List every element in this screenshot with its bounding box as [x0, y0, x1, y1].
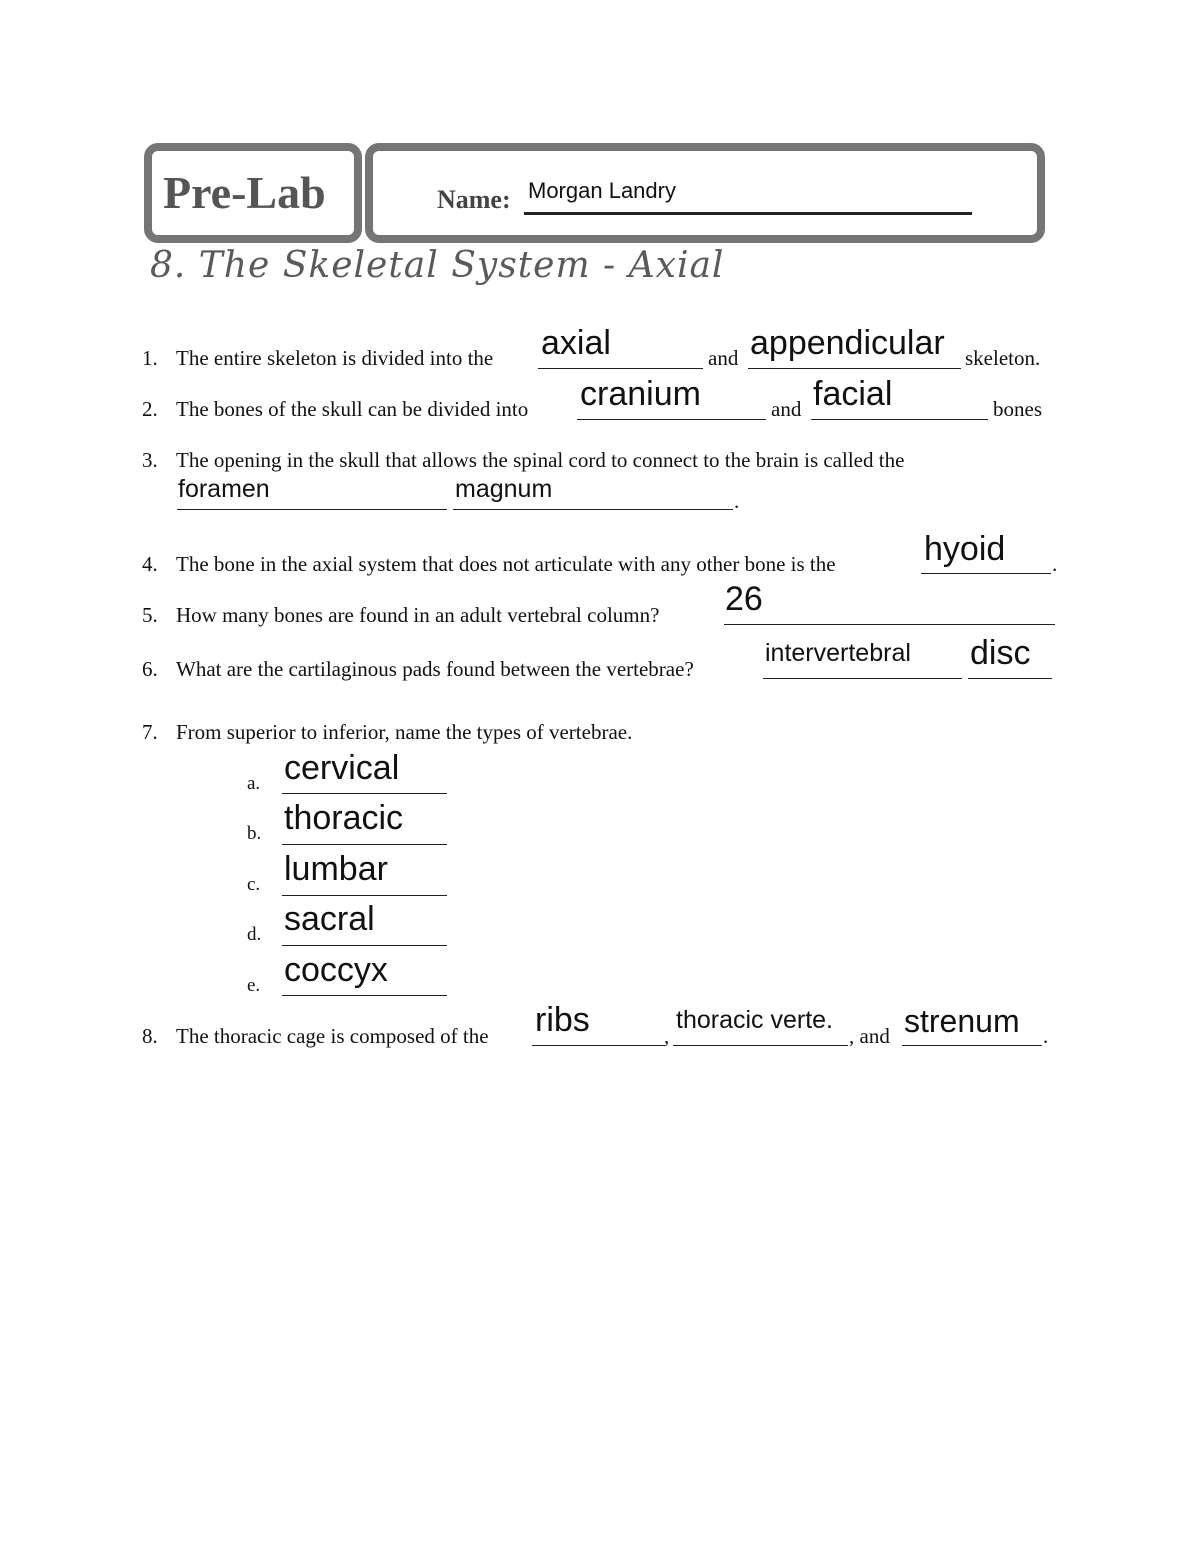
answer-field[interactable]: coccyx: [284, 951, 388, 989]
list-letter: d.: [247, 924, 262, 945]
question-number: 4.: [142, 552, 158, 576]
question-text: The bone in the axial system that does not articulate with any other bone is the: [176, 552, 836, 576]
question-text: The bones of the skull can be divided into: [176, 397, 529, 421]
answer-line: [811, 419, 988, 420]
question-number: 8.: [142, 1024, 158, 1048]
answer-line: [177, 509, 447, 510]
answer-line: [282, 895, 447, 896]
answer-line: [763, 678, 962, 679]
list-letter: c.: [247, 874, 261, 895]
answer-field[interactable]: thoracic verte.: [676, 1006, 834, 1034]
question-text: .: [1043, 1024, 1049, 1048]
question-text: and: [771, 397, 802, 421]
answer-field[interactable]: hyoid: [924, 530, 1006, 568]
name-label: Name:: [437, 185, 511, 214]
answer-field[interactable]: facial: [813, 375, 893, 413]
question-text: and: [708, 346, 739, 370]
answer-line: [968, 678, 1052, 679]
question-text: skeleton.: [965, 346, 1041, 370]
question-number: 2.: [142, 397, 158, 421]
question-number: 3.: [142, 448, 158, 472]
answer-line: [921, 573, 1051, 574]
question-text: .: [1052, 552, 1058, 576]
answer-field[interactable]: magnum: [455, 475, 553, 503]
answer-line: [453, 509, 733, 510]
answer-field[interactable]: cranium: [580, 375, 701, 413]
answer-field[interactable]: disc: [970, 634, 1031, 672]
question-text: The opening in the skull that allows the spinal cord to connect to the brain is called the: [176, 448, 905, 472]
question-text: From superior to inferior, name the types of vertebrae.: [176, 720, 633, 744]
answer-line: [748, 368, 961, 369]
question-text: The entire skeleton is divided into the: [176, 346, 494, 370]
answer-line: [538, 368, 703, 369]
list-letter: b.: [247, 823, 262, 844]
answer-field[interactable]: thoracic: [284, 799, 404, 837]
answer-line: [532, 1045, 665, 1046]
answer-field[interactable]: appendicular: [750, 324, 945, 362]
answer-field[interactable]: axial: [541, 324, 611, 362]
prelab-label: Pre-Lab: [163, 167, 326, 218]
question-number: 6.: [142, 657, 158, 681]
answer-line: [902, 1045, 1042, 1046]
question-text: bones: [993, 397, 1042, 421]
question-number: 7.: [142, 720, 158, 744]
answer-line: [282, 945, 447, 946]
answer-line: [577, 419, 766, 420]
question-number: 1.: [142, 346, 158, 370]
question-text: What are the cartilaginous pads found between the vertebrae?: [176, 657, 694, 681]
answer-line: [724, 624, 1055, 625]
question-number: 5.: [142, 603, 158, 627]
question-text: How many bones are found in an adult vertebral column?: [176, 603, 660, 627]
name-line: [524, 212, 972, 215]
name-field[interactable]: Morgan Landry: [528, 178, 676, 203]
question-text: , and: [849, 1024, 890, 1048]
question-text: .: [734, 489, 740, 513]
answer-field[interactable]: intervertebral: [765, 639, 911, 667]
answer-line: [282, 995, 447, 996]
answer-line: [282, 844, 447, 845]
answer-field[interactable]: ribs: [535, 1001, 590, 1039]
answer-field[interactable]: strenum: [904, 1003, 1020, 1039]
list-letter: a.: [247, 773, 261, 794]
page-title: 8. The Skeletal System - Axial: [150, 245, 725, 286]
list-letter: e.: [247, 975, 261, 996]
answer-line: [282, 793, 447, 794]
answer-field[interactable]: cervical: [284, 749, 400, 787]
question-text: ,: [664, 1024, 670, 1048]
answer-field[interactable]: sacral: [284, 900, 375, 938]
answer-line: [673, 1045, 848, 1046]
answer-field[interactable]: foramen: [178, 475, 270, 503]
answer-field[interactable]: 26: [725, 580, 763, 618]
question-text: The thoracic cage is composed of the: [176, 1024, 489, 1048]
answer-field[interactable]: lumbar: [284, 850, 388, 888]
